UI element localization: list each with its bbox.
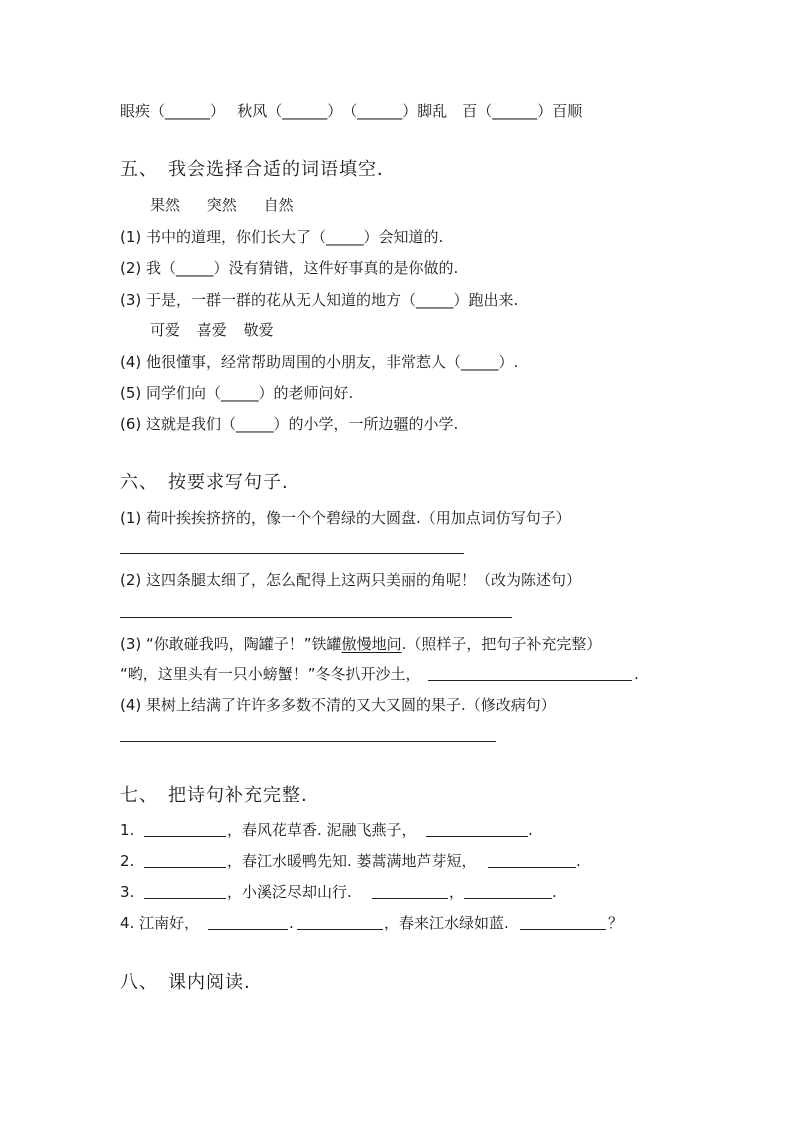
poem-1-text: ，春风花草香. 泥融飞燕子， xyxy=(227,821,417,839)
section5-word-choices-b xyxy=(150,320,274,340)
poem-3-comma: ， xyxy=(449,883,465,901)
poem-3-text: ，小溪泛尽却山行. xyxy=(227,883,352,901)
question-instruction: .（照样子，把句子补充完整） xyxy=(401,635,602,653)
poem-3-number: 3. xyxy=(120,883,135,901)
poem-1-end: . xyxy=(528,821,533,839)
word-choice: 果然 xyxy=(150,196,181,214)
section6-question-2: (2) 这四条腿太细了，怎么配得上这两只美丽的角呢！（改为陈述句） xyxy=(120,571,582,589)
section6-example-sentence: “哟，这里头有一只小螃蟹！”冬冬扒开沙土， xyxy=(120,665,421,683)
poem-2-end: . xyxy=(576,852,581,870)
sentence-end-period: . xyxy=(634,665,639,683)
section5-question-4: (4) 他很懂事，经常帮助周围的小朋友，非常惹人（_____）. xyxy=(120,353,519,371)
section7-heading: 七、 把诗句补充完整. xyxy=(120,785,308,806)
section6-question-4: (4) 果树上结满了许许多多数不清的又大又圆的果子.（修改病句） xyxy=(120,696,556,714)
answer-line[interactable] xyxy=(372,898,448,899)
poem-2-number: 2. xyxy=(120,852,135,870)
poem-4-text: ，春来江水绿如蓝. xyxy=(384,914,509,932)
answer-line[interactable] xyxy=(144,898,226,899)
section6-question-3 xyxy=(120,634,601,654)
word-choice: 喜爱 xyxy=(196,321,227,339)
answer-line[interactable] xyxy=(144,867,226,868)
poem-4-dot: . xyxy=(289,914,294,932)
poem-3-end: . xyxy=(552,883,557,901)
poem-2-text: ，春江水暖鸭先知. 蒌蒿满地芦芽短， xyxy=(227,852,477,870)
word-choice: 敬爱 xyxy=(243,321,274,339)
section5-heading: 五、 我会选择合适的词语填空． xyxy=(120,159,396,180)
section5-word-choices-a xyxy=(150,195,294,215)
section6-heading: 六、 按要求写句子. xyxy=(120,472,289,493)
answer-line[interactable] xyxy=(520,929,606,930)
answer-line[interactable] xyxy=(297,929,383,930)
section6-question-1: (1) 荷叶挨挨挤挤的，像一个个碧绿的大圆盘.（用加点词仿写句子） xyxy=(120,509,571,527)
poem-4-end: ？ xyxy=(608,914,624,932)
answer-line[interactable] xyxy=(208,929,288,930)
section5-question-3: (3) 于是，一群一群的花从无人知道的地方（_____）跑出来. xyxy=(120,291,519,309)
answer-line[interactable] xyxy=(428,680,632,681)
section5-question-1: (1) 书中的道理，你们长大了（_____）会知道的. xyxy=(120,228,444,246)
word-choice: 自然 xyxy=(263,196,294,214)
answer-line[interactable] xyxy=(488,867,576,868)
question-text: (3) “你敢碰我吗，陶罐子！”铁罐 xyxy=(120,635,342,653)
section8-heading: 八、 课内阅读. xyxy=(120,972,251,993)
answer-line[interactable] xyxy=(144,836,226,837)
answer-line[interactable] xyxy=(464,898,552,899)
answer-line[interactable] xyxy=(120,553,464,554)
poem-1-number: 1. xyxy=(120,821,135,839)
answer-line[interactable] xyxy=(120,617,512,618)
poem-4-start: 4. 江南好， xyxy=(120,914,200,932)
word-choice: 突然 xyxy=(206,196,237,214)
answer-line[interactable] xyxy=(120,741,496,742)
idiom-fill-line: 眼疾（______） 秋风（______） （______）脚乱 百（______）百顺 xyxy=(120,102,583,120)
underlined-phrase: 傲慢地问 xyxy=(341,635,402,653)
answer-line[interactable] xyxy=(426,836,528,837)
word-choice: 可爱 xyxy=(150,321,181,339)
section5-question-2: (2) 我（_____）没有猜错，这件好事真的是你做的. xyxy=(120,259,459,277)
section5-question-6: (6) 这就是我们（_____）的小学，一所边疆的小学. xyxy=(120,415,459,433)
section5-question-5: (5) 同学们向（_____）的老师问好. xyxy=(120,384,354,402)
